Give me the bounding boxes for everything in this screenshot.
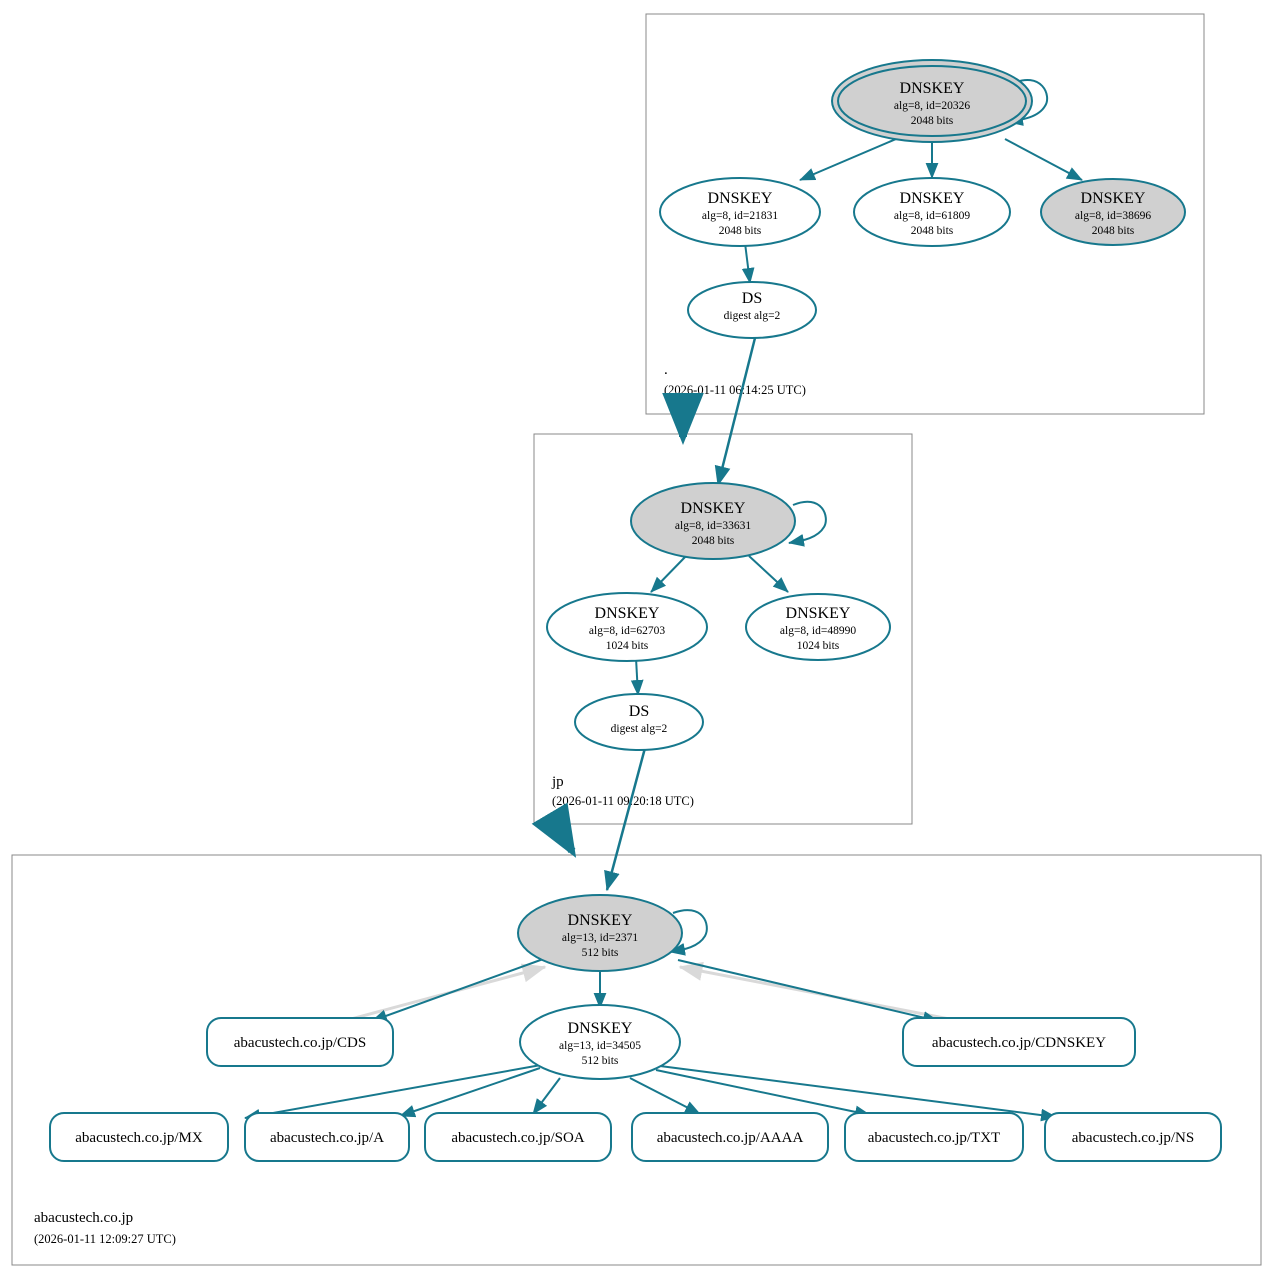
node-alg-id: alg=8, id=33631 xyxy=(674,520,752,532)
node-bits: 2048 bits xyxy=(691,535,735,547)
node-jp-ds[interactable] xyxy=(575,694,703,750)
rrset-label: abacustech.co.jp/A xyxy=(269,1130,385,1146)
rrset-label: abacustech.co.jp/CDNSKEY xyxy=(931,1035,1107,1051)
node-jp-ksk[interactable] xyxy=(631,483,795,559)
node-bits: 1024 bits xyxy=(796,640,840,652)
node-digest: digest alg=2 xyxy=(723,310,781,322)
node-title: DNSKEY xyxy=(1080,190,1146,207)
node-bits: 2048 bits xyxy=(910,115,954,127)
rrset-cds[interactable] xyxy=(207,1018,393,1066)
node-title: DNSKEY xyxy=(899,190,965,207)
node-bits: 512 bits xyxy=(581,947,619,959)
node-alg-id: alg=8, id=20326 xyxy=(893,100,971,112)
rrset-a[interactable] xyxy=(245,1113,409,1161)
node-alg-id: alg=8, id=38696 xyxy=(1074,210,1152,222)
node-alg-id: alg=8, id=61809 xyxy=(893,210,971,222)
node-title: DNSKEY xyxy=(899,80,965,97)
node-jp-dnskey-62703[interactable] xyxy=(547,593,707,661)
zone-label-jp: jp xyxy=(552,774,564,790)
node-root-dnskey-38696[interactable] xyxy=(1041,179,1185,245)
node-digest: digest alg=2 xyxy=(610,723,668,735)
rrset-label: abacustech.co.jp/MX xyxy=(75,1130,203,1146)
node-alg-id: alg=13, id=34505 xyxy=(559,1040,641,1052)
node-abacustech-zsk[interactable] xyxy=(520,1005,680,1079)
node-bits: 2048 bits xyxy=(718,225,762,237)
node-title: DS xyxy=(628,703,650,720)
node-title: DNSKEY xyxy=(680,500,746,517)
rrset-label: abacustech.co.jp/TXT xyxy=(867,1130,1001,1146)
node-root-dnskey-61809[interactable] xyxy=(854,178,1010,246)
rrset-label: abacustech.co.jp/SOA xyxy=(451,1130,585,1146)
edges-jp xyxy=(556,502,826,890)
node-bits: 2048 bits xyxy=(1091,225,1135,237)
node-alg-id: alg=13, id=2371 xyxy=(561,932,639,944)
node-alg-id: alg=8, id=62703 xyxy=(588,625,666,637)
node-title: DNSKEY xyxy=(567,1020,633,1037)
rrset-label: abacustech.co.jp/AAAA xyxy=(656,1130,804,1146)
node-abacustech-ksk[interactable] xyxy=(518,895,682,971)
node-root-dnskey-21831[interactable] xyxy=(660,178,820,246)
node-title: DNSKEY xyxy=(594,605,660,622)
rrset-aaaa[interactable] xyxy=(632,1113,828,1161)
zone-label-abacustech: abacustech.co.jp xyxy=(34,1210,134,1226)
node-bits: 2048 bits xyxy=(910,225,954,237)
node-bits: 1024 bits xyxy=(605,640,649,652)
rrset-label: abacustech.co.jp/NS xyxy=(1071,1130,1195,1146)
node-title: DNSKEY xyxy=(707,190,773,207)
node-title: DNSKEY xyxy=(785,605,851,622)
zone-date-abacustech: (2026-01-11 12:09:27 UTC) xyxy=(34,1232,176,1246)
node-title: DNSKEY xyxy=(567,912,633,929)
node-root-ksk[interactable] xyxy=(832,60,1032,142)
rrset-txt[interactable] xyxy=(845,1113,1023,1161)
rrset-soa[interactable] xyxy=(425,1113,611,1161)
node-title: DS xyxy=(741,290,763,307)
rrset-label: abacustech.co.jp/CDS xyxy=(233,1035,367,1051)
node-alg-id: alg=8, id=21831 xyxy=(701,210,779,222)
node-bits: 512 bits xyxy=(581,1055,619,1067)
rrset-mx[interactable] xyxy=(50,1113,228,1161)
node-alg-id: alg=8, id=48990 xyxy=(779,625,857,637)
node-jp-dnskey-48990[interactable] xyxy=(746,594,890,660)
zone-date-jp: (2026-01-11 09:20:18 UTC) xyxy=(552,794,694,808)
node-root-ds[interactable] xyxy=(688,282,816,338)
zone-date-root: (2026-01-11 06:14:25 UTC) xyxy=(664,383,806,397)
rrset-cdnskey[interactable] xyxy=(903,1018,1135,1066)
rrset-ns[interactable] xyxy=(1045,1113,1221,1161)
zone-label-root: . xyxy=(664,362,668,378)
